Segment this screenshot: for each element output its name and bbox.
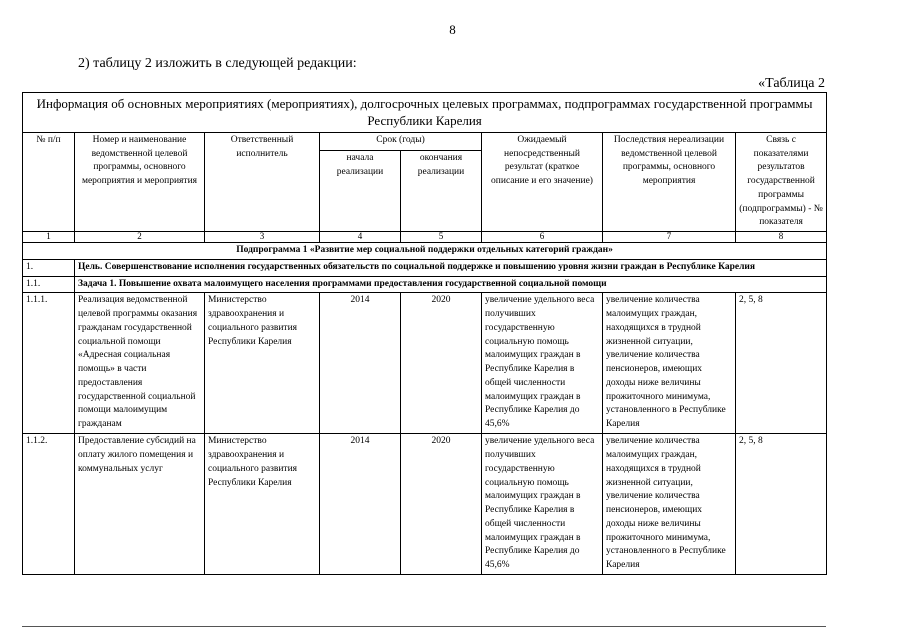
col-number: 6 bbox=[482, 232, 603, 243]
row-result: увеличение удельного веса получивших государственную социальную помощь малоимущих граждан в Республике Карелия в общей численности малоимущих граждан в Республике Карелия до 45,6% bbox=[482, 293, 603, 434]
row-start: 2014 bbox=[320, 293, 401, 434]
table-title-row bbox=[23, 93, 827, 133]
header-term: Срок (годы) bbox=[320, 132, 482, 151]
col-number: 8 bbox=[736, 232, 827, 243]
table-row bbox=[23, 434, 827, 575]
header-start: начала реализации bbox=[320, 151, 401, 232]
subprogram-title: Подпрограмма 1 «Развитие мер социальной поддержки отдельных категорий граждан» bbox=[23, 243, 827, 260]
row-executor: Министерство здравоохранения и социального развития Республики Карелия bbox=[205, 434, 320, 575]
row-start: 2014 bbox=[320, 434, 401, 575]
column-numbers-row bbox=[23, 232, 827, 243]
header-num: № п/п bbox=[23, 132, 75, 231]
row-end: 2020 bbox=[401, 434, 482, 575]
task-text: Задача 1. Повышение охвата малоимущего населения программами предоставления государственной социальной помощи bbox=[75, 276, 827, 293]
goal-text: Цель. Совершенствование исполнения государственных обязательств по социальной поддержке и повышению уровня жизни граждан в Республике Карелия bbox=[75, 259, 827, 276]
header-consequences: Последствия нереализации ведомственной целевой программы, основного мероприятия bbox=[603, 132, 736, 231]
row-consequences: увеличение количества малоимущих граждан, находящихся в трудной жизненной ситуации, увеличение количества пенсионеров, имеющих доходы ниже величины прожиточного минимума, установленного в Республике Карелия bbox=[603, 434, 736, 575]
col-number: 3 bbox=[205, 232, 320, 243]
row-end: 2020 bbox=[401, 293, 482, 434]
row-num: 1.1.2. bbox=[23, 434, 75, 575]
table-row bbox=[23, 293, 827, 434]
col-number: 2 bbox=[75, 232, 205, 243]
col-number: 5 bbox=[401, 232, 482, 243]
table-caption: «Таблица 2 bbox=[758, 76, 825, 91]
page-bottom-divider bbox=[22, 626, 826, 627]
subprogram-row bbox=[23, 243, 827, 260]
header-row bbox=[23, 132, 827, 151]
header-name: Номер и наименование ведомственной целевой программы, основного мероприятия и мероприятия bbox=[75, 132, 205, 231]
goal-row bbox=[23, 259, 827, 276]
row-executor: Министерство здравоохранения и социального развития Республики Карелия bbox=[205, 293, 320, 434]
row-name: Предоставление субсидий на оплату жилого помещения и коммунальных услуг bbox=[75, 434, 205, 575]
header-end: окончания реализации bbox=[401, 151, 482, 232]
row-consequences: увеличение количества малоимущих граждан, находящихся в трудной жизненной ситуации, увеличение количества пенсионеров, имеющих доходы ниже величины прожиточного минимума, установленного в Республике Карелия bbox=[603, 293, 736, 434]
header-executor: Ответственный исполнитель bbox=[205, 132, 320, 231]
col-number: 1 bbox=[23, 232, 75, 243]
page-number: 8 bbox=[449, 22, 456, 37]
task-row bbox=[23, 276, 827, 293]
row-num: 1.1.1. bbox=[23, 293, 75, 434]
goal-num: 1. bbox=[23, 259, 75, 276]
col-number: 7 bbox=[603, 232, 736, 243]
col-number: 4 bbox=[320, 232, 401, 243]
header-link: Связь с показателями результатов государственной программы (подпрограммы) - № показателя bbox=[736, 132, 827, 231]
table-title: Информация об основных мероприятиях (мероприятиях), долгосрочных целевых программах, подпрограммах государственной программы Республики Карелия bbox=[23, 93, 827, 133]
row-link: 2, 5, 8 bbox=[736, 434, 827, 575]
header-result: Ожидаемый непосредственный результат (краткое описание и его значение) bbox=[482, 132, 603, 231]
row-link: 2, 5, 8 bbox=[736, 293, 827, 434]
measures-table bbox=[22, 92, 827, 575]
row-result: увеличение удельного веса получивших государственную социальную помощь малоимущих граждан в Республике Карелия в общей численности малоимущих граждан в Республике Карелия до 45,6% bbox=[482, 434, 603, 575]
intro-text: 2) таблицу 2 изложить в следующей редакции: bbox=[78, 56, 357, 71]
task-num: 1.1. bbox=[23, 276, 75, 293]
row-name: Реализация ведомственной целевой программы оказания гражданам государственной социальной помощи «Адресная социальная помощь» в части предоставления государственной социальной помощи малоимущим гражданам bbox=[75, 293, 205, 434]
